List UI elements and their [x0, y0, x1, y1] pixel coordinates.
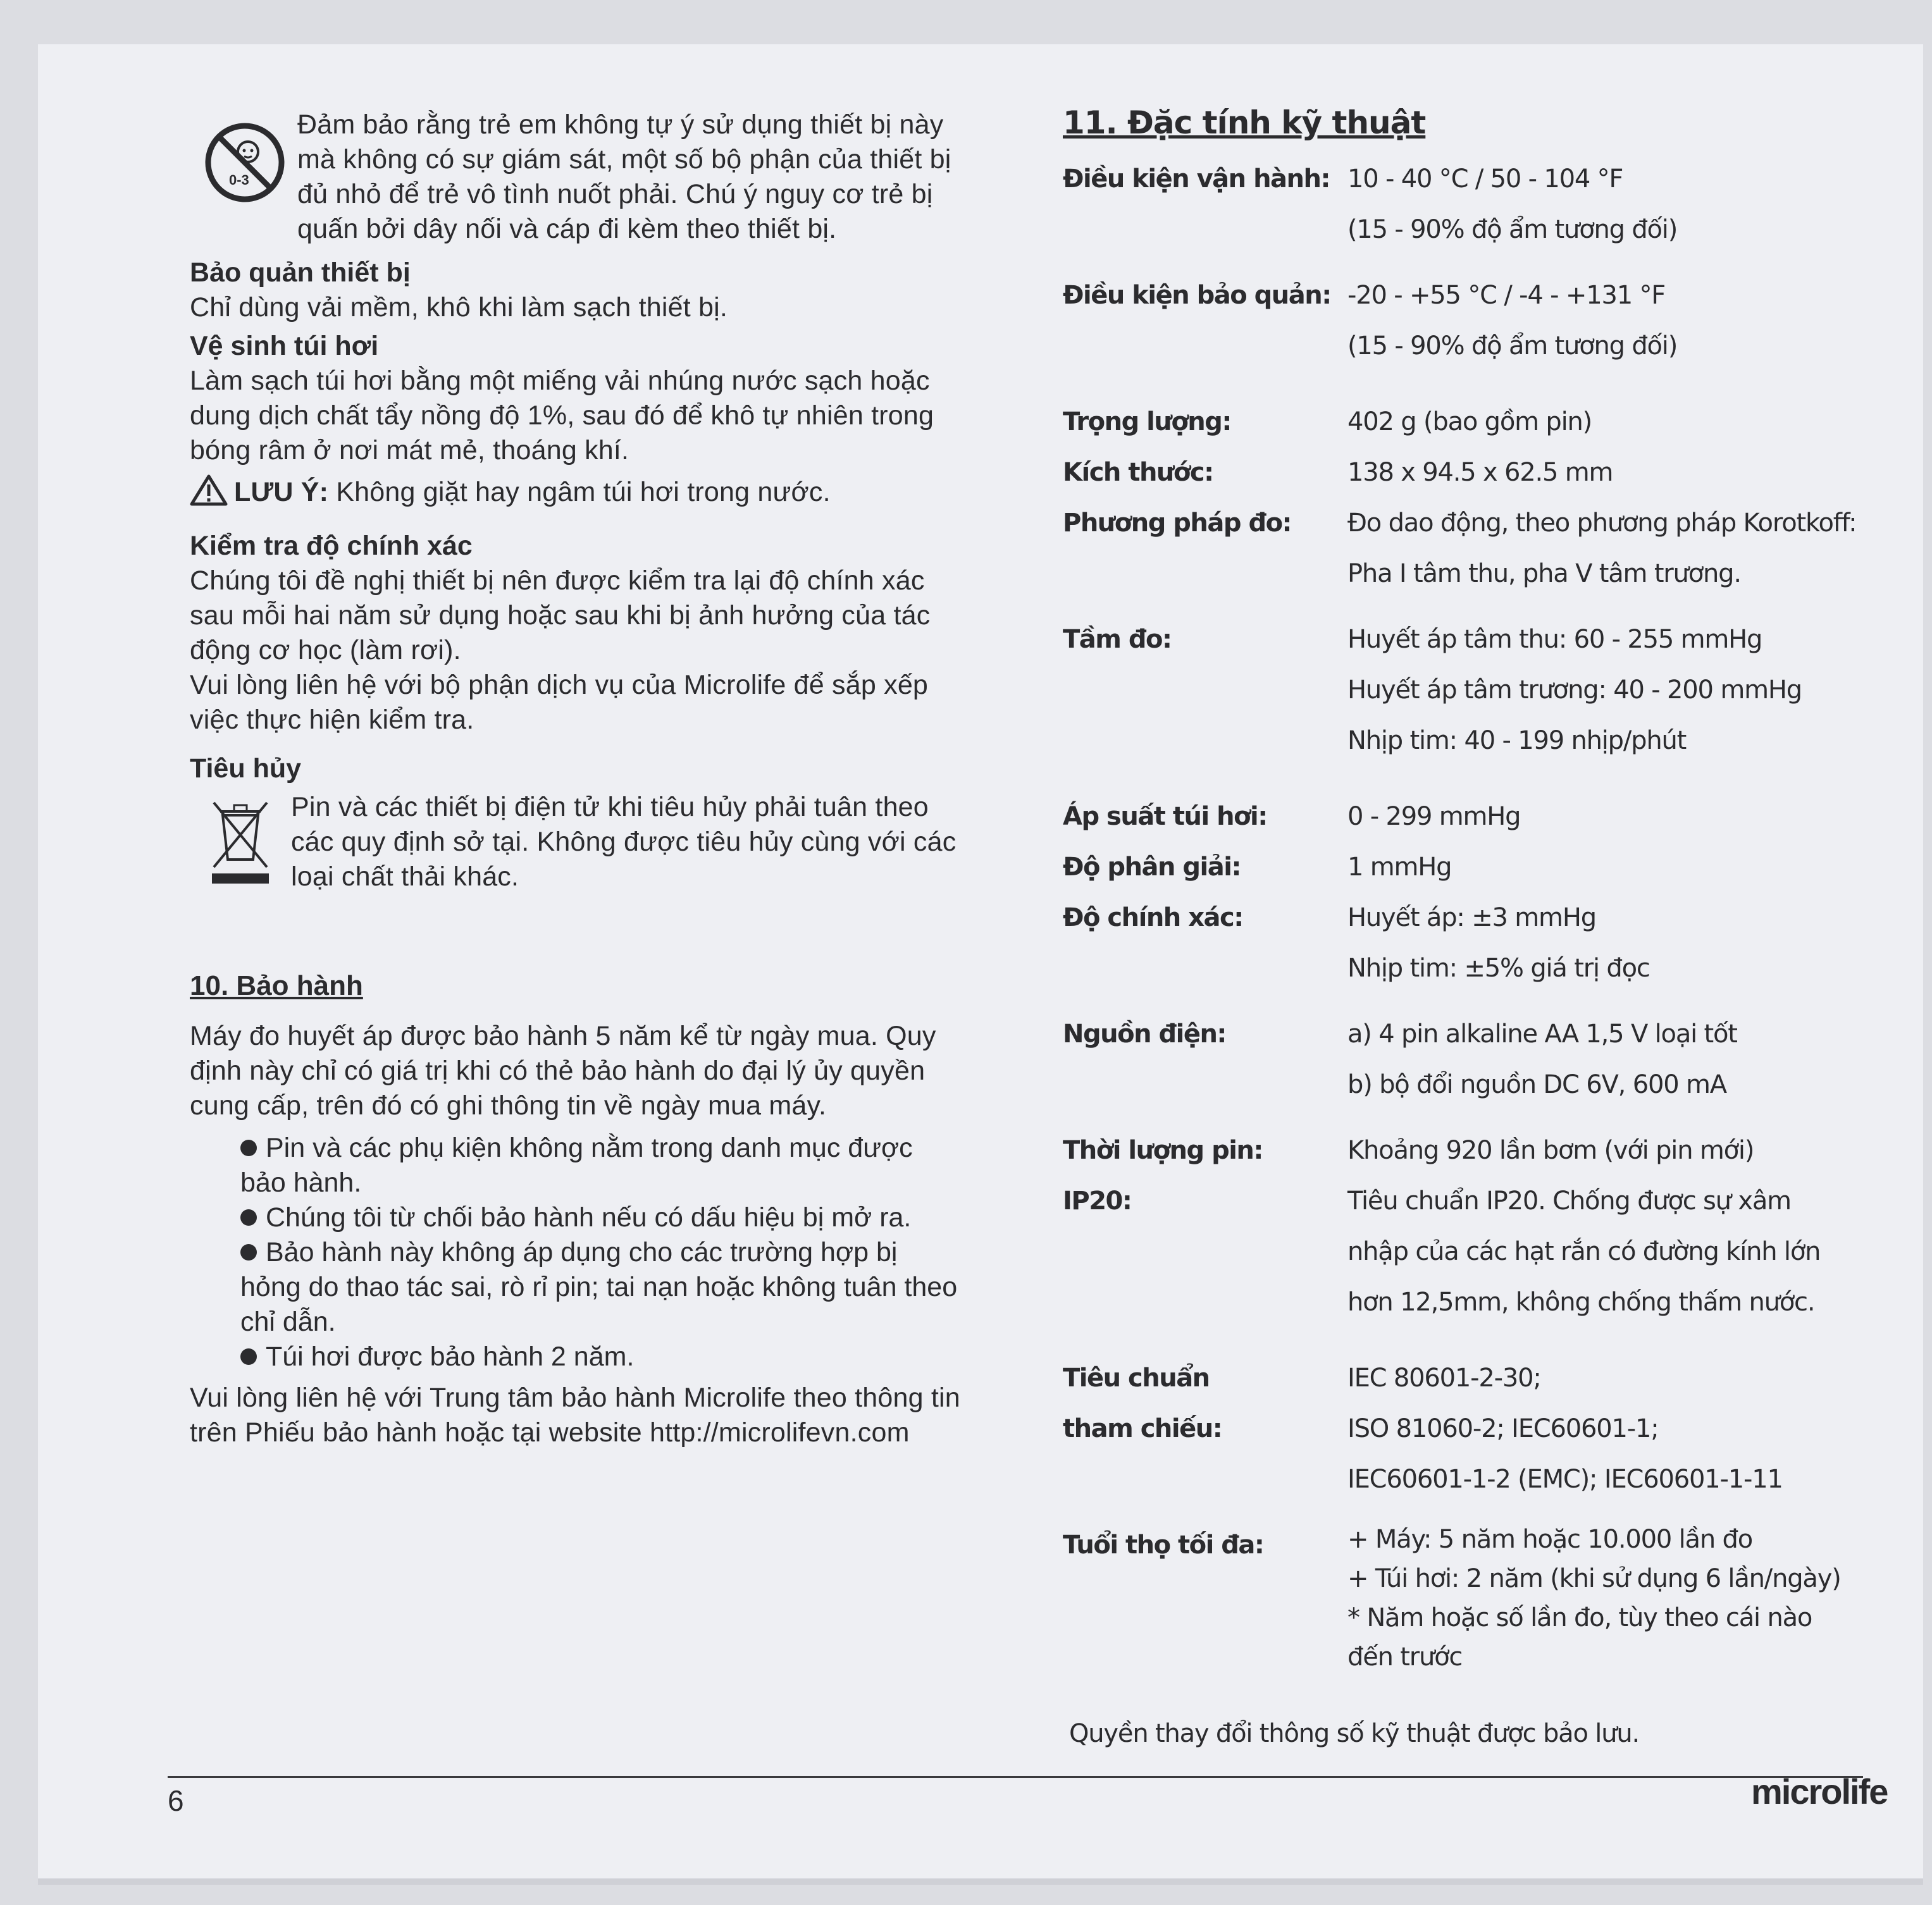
spec-spacer [1056, 599, 1904, 614]
spec-label [1056, 842, 1347, 892]
spec-values [1347, 1520, 1904, 1677]
storage-text: Chỉ dùng vải mềm, khô khi làm sạch thiết bị. [190, 292, 728, 323]
spec-spacer [1056, 1328, 1904, 1353]
spec-values [1347, 614, 1904, 766]
spec-value: 402 g (bao gồm pin) [1347, 407, 1592, 436]
spec-label [1056, 1176, 1347, 1328]
cuff-note [190, 474, 1012, 510]
spec-label [1056, 447, 1347, 498]
spec-spacer [1056, 371, 1904, 397]
spec-values [1347, 1009, 1904, 1110]
spec-value: a) 4 pin alkaline AA 1,5 V loại tốt [1347, 1020, 1737, 1049]
spec-value: 0 - 299 mmHg [1347, 802, 1521, 831]
crossed-bin-icon [209, 796, 272, 885]
svg-text:0-3: 0-3 [229, 172, 249, 188]
spec-label-line: Kích thước: [1063, 458, 1213, 487]
bullet-dot-icon [240, 1348, 257, 1365]
spec-label [1056, 791, 1347, 842]
bullet-dot-icon [240, 1244, 257, 1261]
warranty-bullet-line: hỏng do thao tác sai, rò rỉ pin; tai nạn hoặc không tuân theo [240, 1272, 958, 1302]
storage-heading: Bảo quản thiết bị [190, 257, 411, 288]
spec-values [1347, 270, 1904, 371]
accuracy-text [190, 564, 1012, 737]
spec-spacer [1056, 255, 1904, 270]
child-warning-line: đủ nhỏ để trẻ vô tình nuốt phải. Chú ý nguy cơ trẻ bị [297, 179, 933, 209]
spec-label-line: tham chiếu: [1063, 1414, 1222, 1443]
spec-row [1056, 1520, 1904, 1677]
spec-label [1056, 1009, 1347, 1110]
cuff-text-line: dung dịch chất tẩy nồng độ 1%, sau đó để khô tự nhiên trong [190, 400, 934, 431]
child-warning-line: quấn bởi dây nối và cáp đi kèm theo thiết bị. [297, 214, 837, 244]
spec-row [1056, 447, 1904, 498]
spec-value: + Máy: 5 năm hoặc 10.000 lần đo [1347, 1525, 1752, 1554]
footer-rule [168, 1776, 1863, 1778]
spec-label-line: Trọng lượng: [1063, 407, 1231, 436]
spec-values [1347, 1125, 1904, 1176]
spec-label [1056, 154, 1347, 255]
warranty-bullet-line: chỉ dẫn. [240, 1307, 336, 1337]
warranty-bullet-line: Túi hơi được bảo hành 2 năm. [240, 1340, 1012, 1374]
spec-row [1056, 397, 1904, 447]
spec-row [1056, 892, 1904, 994]
spec-label-line: Tuổi thọ tối đa: [1063, 1531, 1264, 1560]
spec-label [1056, 1353, 1347, 1505]
spec-value: Nhịp tim: ±5% giá trị đọc [1347, 954, 1650, 983]
spec-value: 138 x 94.5 x 62.5 mm [1347, 458, 1613, 487]
accuracy-text-line: động cơ học (làm rơi). [190, 635, 461, 665]
spec-value: Tiêu chuẩn IP20. Chống được sự xâm [1347, 1187, 1791, 1216]
child-warning-line: mà không có sự giám sát, một số bộ phận của thiết bị [297, 144, 951, 175]
spec-value: b) bộ đổi nguồn DC 6V, 600 mA [1347, 1070, 1726, 1099]
warranty-heading: 10. Bảo hành [190, 970, 363, 1001]
warranty-text-line: cung cấp, trên đó có ghi thông tin về ngày mua máy. [190, 1090, 827, 1121]
child-warning-text [297, 108, 1012, 247]
spec-label-line: Điều kiện vận hành: [1063, 164, 1330, 194]
disposal-text [291, 790, 1012, 894]
spec-label-line: Phương pháp đo: [1063, 509, 1292, 538]
spec-value: Khoảng 920 lần bơm (với pin mới) [1347, 1136, 1754, 1165]
spec-value: (15 - 90% độ ẩm tương đối) [1347, 215, 1678, 244]
warranty-text [190, 1019, 1012, 1123]
spec-value: Đo dao động, theo phương pháp Korotkoff: [1347, 509, 1857, 538]
contact-text-line: trên Phiếu bảo hành hoặc tại website http://microlifevn.com [190, 1417, 910, 1448]
spec-label-line: Điều kiện bảo quản: [1063, 281, 1331, 310]
note-text: Không giặt hay ngâm túi hơi trong nước. [328, 477, 831, 507]
disposal-text-line: Pin và các thiết bị điện tử khi tiêu hủy phải tuân theo [291, 792, 929, 822]
spec-values [1347, 447, 1904, 498]
spec-label-line: Nguồn điện: [1063, 1020, 1226, 1049]
spec-spacer [1056, 1110, 1904, 1125]
spec-row [1056, 498, 1904, 599]
spec-row [1056, 614, 1904, 766]
warranty-bullet-line: Pin và các phụ kiện không nằm trong danh mục được [240, 1131, 1012, 1166]
bullet-dot-icon [240, 1140, 257, 1156]
spec-label-line: Tầm đo: [1063, 625, 1172, 654]
warning-triangle-icon [190, 474, 228, 506]
disposal-text-line: loại chất thải khác. [291, 861, 519, 892]
warranty-bullet-line: Bảo hành này không áp dụng cho các trường hợp bị [240, 1235, 1012, 1270]
contact-text-line: Vui lòng liên hệ với Trung tâm bảo hành Microlife theo thông tin [190, 1383, 960, 1413]
spec-label-line: IP20: [1063, 1187, 1132, 1216]
specs-table [1056, 154, 1904, 1677]
spec-label-line: Thời lượng pin: [1063, 1136, 1263, 1165]
warranty-bullet-line: bảo hành. [240, 1168, 362, 1198]
right-column [1056, 104, 1904, 1753]
page-edge [38, 1878, 1923, 1885]
accuracy-text-line: Chúng tôi đề nghị thiết bị nên được kiểm tra lại độ chính xác [190, 565, 925, 596]
accuracy-text-line: việc thực hiện kiểm tra. [190, 705, 474, 735]
spec-row [1056, 1353, 1904, 1505]
warranty-bullets [240, 1131, 1012, 1374]
accuracy-text-line: Vui lòng liên hệ với bộ phận dịch vụ của Microlife để sắp xếp [190, 670, 929, 700]
spec-row [1056, 1125, 1904, 1176]
spec-spacer [1056, 994, 1904, 1009]
spec-values [1347, 1353, 1904, 1505]
accuracy-heading: Kiểm tra độ chính xác [190, 531, 473, 561]
spec-values [1347, 842, 1904, 892]
cuff-text-line: Làm sạch túi hơi bằng một miếng vải nhúng nước sạch hoặc [190, 366, 930, 396]
spec-value: hơn 12,5mm, không chống thấm nước. [1347, 1288, 1815, 1317]
spec-value: + Túi hơi: 2 năm (khi sử dụng 6 lần/ngày) [1347, 1564, 1841, 1593]
spec-label [1056, 892, 1347, 994]
specs-heading: 11. Đặc tính kỹ thuật [1063, 104, 1426, 141]
disposal-heading: Tiêu hủy [190, 753, 302, 784]
spec-value: * Năm hoặc số lần đo, tùy theo cái nào [1347, 1603, 1812, 1632]
spec-value: 1 mmHg [1347, 853, 1452, 882]
spec-value: ISO 81060-2; IEC60601-1; [1347, 1414, 1659, 1443]
spec-values [1347, 154, 1904, 255]
spec-label-line: Áp suất túi hơi: [1063, 802, 1267, 831]
disposal-text-line: các quy định sở tại. Không được tiêu hủy cùng với các [291, 827, 957, 857]
bullet-dot-icon [240, 1209, 257, 1226]
spec-values [1347, 791, 1904, 842]
spec-spacer [1056, 766, 1904, 791]
spec-value: đến trước [1347, 1643, 1463, 1672]
spec-value: Huyết áp tâm trương: 40 - 200 mmHg [1347, 675, 1802, 705]
warranty-bullet-line: Chúng tôi từ chối bảo hành nếu có dấu hiệu bị mở ra. [240, 1200, 1012, 1235]
contact-text [190, 1381, 1012, 1450]
spec-value: Huyết áp: ±3 mmHg [1347, 903, 1596, 932]
spec-value: IEC60601-1-2 (EMC); IEC60601-1-11 [1347, 1465, 1783, 1494]
warranty-text-line: Máy đo huyết áp được bảo hành 5 năm kể từ ngày mua. Quy [190, 1021, 936, 1051]
spec-value: Huyết áp tâm thu: 60 - 255 mmHg [1347, 625, 1762, 654]
spec-label [1056, 270, 1347, 371]
spec-row [1056, 154, 1904, 255]
spec-label [1056, 498, 1347, 599]
spec-label-line: Tiêu chuẩn [1063, 1364, 1210, 1393]
spec-row [1056, 1009, 1904, 1110]
spec-value: Pha I tâm thu, pha V tâm trương. [1347, 559, 1741, 588]
spec-value: Nhịp tim: 40 - 199 nhịp/phút [1347, 726, 1687, 755]
note-label: LƯU Ý: [234, 477, 329, 507]
spec-value: IEC 80601-2-30; [1347, 1364, 1541, 1393]
child-warning-line: Đảm bảo rằng trẻ em không tự ý sử dụng thiết bị này [297, 109, 944, 140]
warranty-section [190, 967, 1012, 1450]
spec-row [1056, 270, 1904, 371]
page-number: 6 [168, 1784, 184, 1817]
spec-value: -20 - +55 °C / -4 - +131 °F [1347, 281, 1666, 310]
warranty-text-line: định này chỉ có giá trị khi có thẻ bảo hành do đại lý ủy quyền [190, 1056, 926, 1086]
cuff-text [190, 364, 1012, 468]
spec-value: 10 - 40 °C / 50 - 104 °F [1347, 164, 1623, 194]
spec-label [1056, 397, 1347, 447]
spec-label-line: Độ chính xác: [1063, 903, 1243, 932]
spec-values [1347, 892, 1904, 994]
spec-label [1056, 614, 1347, 766]
spec-label [1056, 1520, 1347, 1677]
spec-values [1347, 498, 1904, 599]
spec-value: (15 - 90% độ ẩm tương đối) [1347, 331, 1678, 361]
spec-values [1347, 397, 1904, 447]
cuff-text-line: bóng râm ở nơi mát mẻ, thoáng khí. [190, 435, 629, 465]
spec-value: nhập của các hạt rắn có đường kính lớn [1347, 1237, 1821, 1266]
accuracy-text-line: sau mỗi hai năm sử dụng hoặc sau khi bị ảnh hưởng của tác [190, 600, 931, 631]
spec-row [1056, 1176, 1904, 1328]
no-children-icon [204, 121, 286, 204]
spec-row [1056, 791, 1904, 842]
spec-label [1056, 1125, 1347, 1176]
left-column [190, 108, 1012, 1450]
child-warning [190, 108, 1012, 253]
disposal-block [190, 790, 1012, 897]
spec-values [1347, 1176, 1904, 1328]
spec-row [1056, 842, 1904, 892]
spec-spacer [1056, 1505, 1904, 1520]
brand-logo: microlife [1751, 1772, 1888, 1811]
reserve-note: Quyền thay đổi thông số kỹ thuật được bảo lưu. [1069, 1719, 1639, 1748]
cuff-heading: Vệ sinh túi hơi [190, 331, 379, 361]
spec-label-line: Độ phân giải: [1063, 853, 1241, 882]
